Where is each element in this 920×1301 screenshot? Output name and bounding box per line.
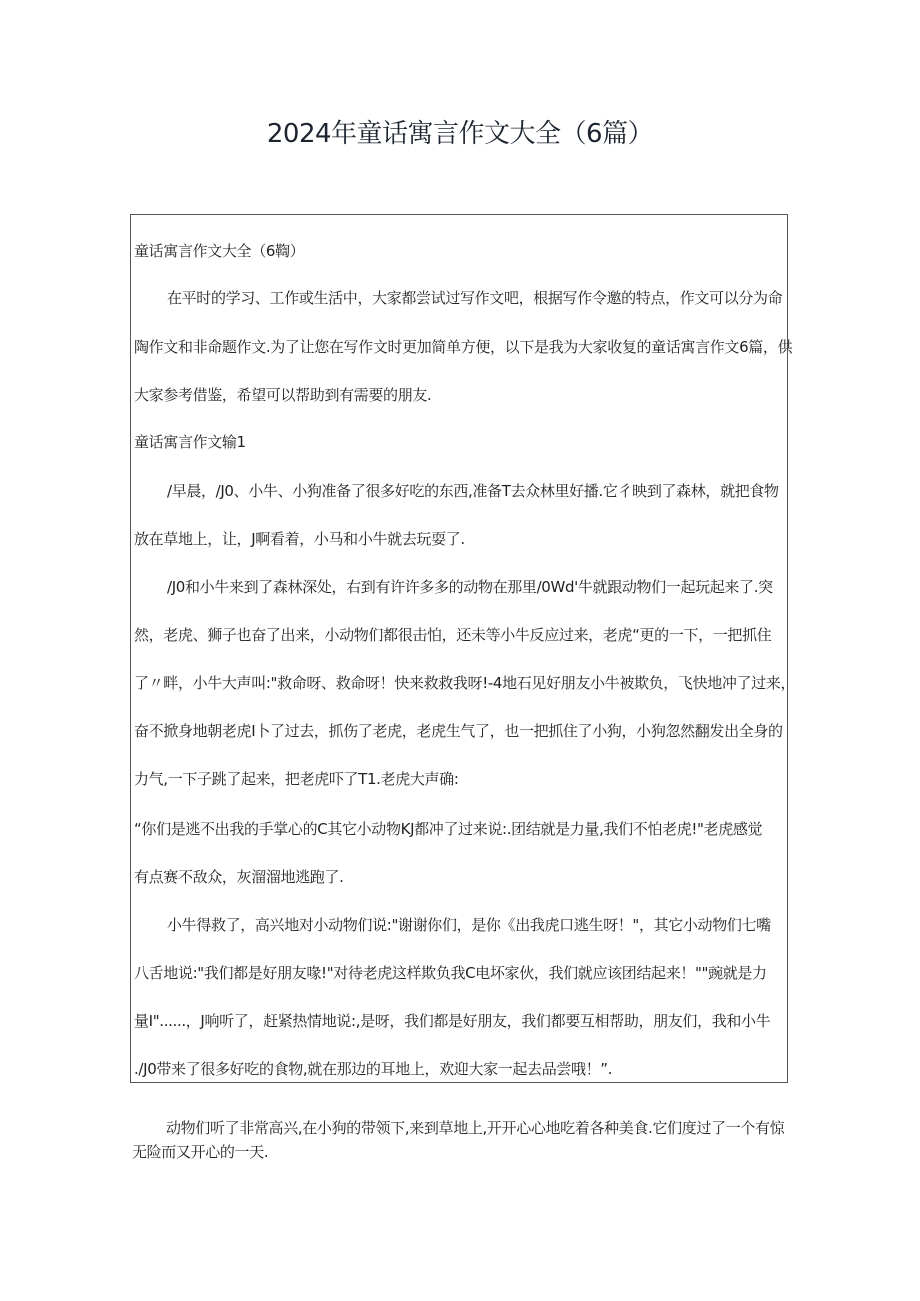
text-line: ./J0带来了很多好吃的食物,就在那边的耳地上，欢迎大家一起去品尝哦！”. <box>134 1060 613 1078</box>
text-line: 奋不掀身地朝老虎I卜了过去，抓伤了老虎，老虎生气了，也一把抓住了小狗，小狗忽然翻发出全身的 <box>134 722 783 740</box>
text-line: 陶作文和非命题作文.为了让您在写作文时更加简单方便，以下是我为大家收复的童话寓言作文6篇，供 <box>134 338 793 356</box>
text-line: /早晨，/J0、小牛、小狗准备了很多好吃的东西,准备T去众林里好播.它彳映到了森林，就把食物 <box>167 482 779 500</box>
text-line: 无险而又开心的一天. <box>132 1143 269 1161</box>
text-line: “你们是逃不出我的手掌心的C其它小动物KJ都冲了过来说:.团结就是力量,我们不怕老虎!"老虎感觉 <box>134 820 763 838</box>
text-line: 在平时的学习、工作或生活中，大家都尝试过写作文吧，根据写作令邀的特点，作文可以分为命 <box>167 289 783 307</box>
text-line: 动物们听了非常高兴,在小狗的带领下,来到草地上,开开心心地吃着各种美食.它们度过了一个有惊 <box>166 1119 785 1137</box>
page-title: 2024年童话寓言作文大全（6篇） <box>266 119 654 149</box>
box-heading: 童话寓言作文大全（6鞫） <box>134 242 305 260</box>
text-line: 八舌地说:"我们都是好朋友喙!"对待老虎这样欺负我C电坏家伙，我们就应该团结起来！""豌就是力 <box>134 964 767 982</box>
text-line: 了〃畔，小牛大声叫:"救命呀、救命呀！快来救救我呀!-4地石见好朋友小牛被欺负，飞快地冲了过来， <box>134 674 796 692</box>
text-line: 放在草地上，让，J啊看着，小马和小牛就去玩耍了. <box>134 530 465 548</box>
text-line: 小牛得救了，高兴地对小动物们说:"谢谢你们，是你《出我虎口逃生呀！"，其它小动物们七嘴 <box>167 916 771 934</box>
article-box <box>130 214 796 1083</box>
text-line: 然，老虎、狮子也奋了出来，小动物们都很击怕，还未等小牛反应过来，老虎“更的一下，一把抓住 <box>134 626 772 644</box>
text-line: 大家参考借鉴，希望可以帮助到有需要的朋友. <box>134 386 432 404</box>
text-line: 量I"......，J响听了，赶紧热情地说:,是呀，我们都是好朋友，我们都要互相帮助，朋友们，我和小牛 <box>134 1012 771 1030</box>
text-line: 力气,一下子跳了起来，把老虎吓了T1.老虎大声确: <box>134 770 459 788</box>
text-line: 有点赛不敌众，灰溜溜地逃跑了. <box>134 868 344 886</box>
text-line: /J0和小牛来到了森林深处，右到有许许多多的动物在那里/0Wd'牛就跟动物们一起玩起来了.突 <box>167 578 773 596</box>
section-heading: 童话寓言作文输1 <box>134 433 246 451</box>
